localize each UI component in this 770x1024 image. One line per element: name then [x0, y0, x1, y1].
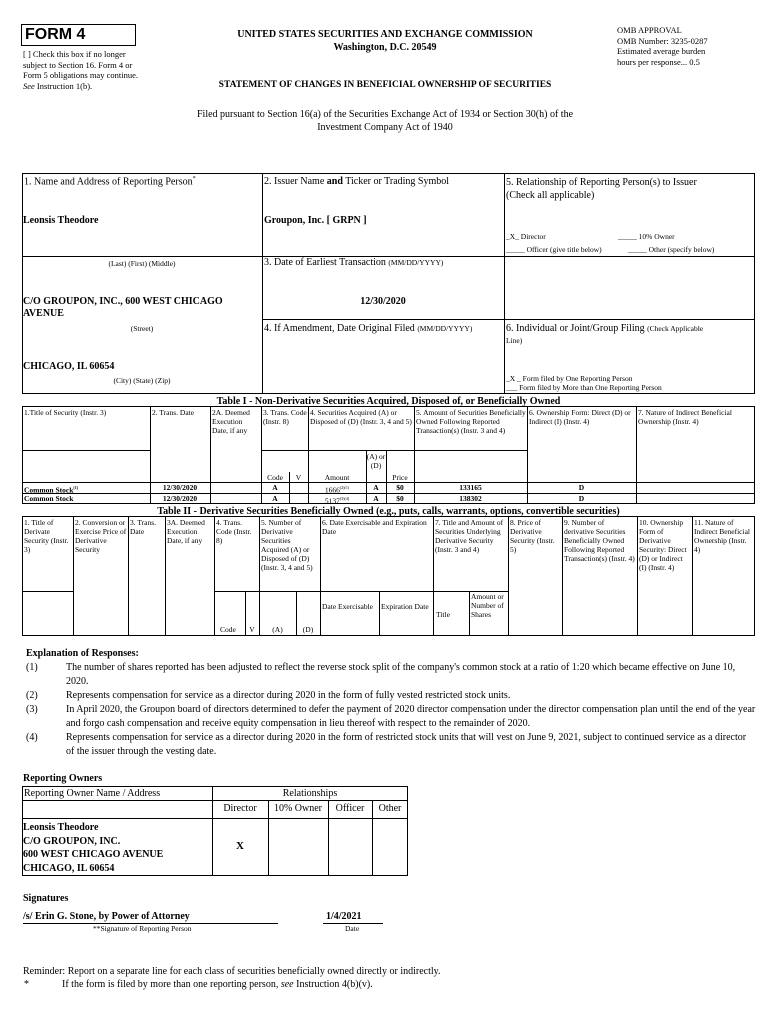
t1-sub-price: Price [392, 473, 408, 482]
signature-caption: **Signature of Reporting Person [93, 924, 192, 933]
t2-h10: 10. Ownership Form of Derivative Security: Direct (D) or Indirect (I) (Instr. 4) [639, 518, 687, 572]
t2-sub-v: V [249, 625, 255, 634]
officer-check: _____ Officer (give title below) [506, 245, 602, 254]
t2-h3a: 3A. Deemed Execution Date, if any [167, 518, 205, 545]
t2-h1: 1. Title of Derivate Security (Instr. 3) [24, 518, 69, 554]
t2-h9: 9. Number of derivative Securities Beneficially Owned Following Reported Transaction(s) (Instr. 4) [564, 518, 635, 563]
t2-h11: 11. Nature of Indirect Beneficial Ownership (Instr. 4) [694, 518, 751, 554]
form-title: FORM 4 [21, 24, 136, 46]
box5-label: 5. Relationship of Reporting Person(s) to Issuer (Check all applicable) [506, 177, 697, 201]
t1-sub-amount: Amount [324, 473, 350, 482]
footnote-star: * [24, 979, 29, 990]
explanation-item: (4) Represents compensation for service as a director during 2020 in the form of restricted stock units that will vest on June 9, 2021, subject to continued service as a director of the issuer through the vesting date. [26, 732, 747, 757]
t2-h5: 5. Number of Derivative Securities Acquired (A) or Disposed of (D) (Instr. 3, 4 and 5) [261, 518, 313, 572]
t2-h2: 2. Conversion or Exercise Price of Derivative Security [75, 518, 127, 554]
t2-h7: 7. Title and Amount of Securities Underlying Derivative Security (Instr. 3 and 4) [435, 518, 504, 554]
t1-row2-amount: $5137^{(3)(4)}$ [324, 496, 350, 506]
t2-sub-amount: Amount or Number of Shares [471, 592, 504, 619]
t1-row2-aord: A [373, 494, 379, 503]
box3-label: 3. Date of Earliest Transaction (MM/DD/YYYY) [264, 257, 444, 268]
box2-label: 2. Issuer Name and Ticker or Trading Symbol [264, 176, 450, 187]
owners-col-name: Reporting Owner Name / Address [24, 788, 161, 799]
owners-col-relationships: Relationships [282, 788, 338, 799]
t1-h5: 5. Amount of Securities Beneficially Owned Following Reported Transaction(s) (Instr. 3 and 4) [416, 408, 526, 435]
t1-row2-security: Common Stock [24, 494, 74, 503]
multiple-reporting-persons-check: ___ Form filed by More than One Reporting Person [506, 383, 662, 392]
t1-row1-code: A [272, 483, 278, 492]
box1-label: 1. Name and Address of Reporting Person* [24, 176, 196, 188]
t1-row1-amount: $1666^{(2)(1)}$ [324, 485, 350, 495]
t1-row2-owned: 138302 [459, 494, 482, 503]
one-reporting-person-check: _X _ Form filed by One Reporting Person [506, 374, 633, 383]
footnote-text: If the form is filed by more than one reporting person, see Instruction 4(b)(v). [62, 979, 373, 990]
owner-director-mark: X [236, 840, 244, 852]
t1-row2-price: $0 [396, 494, 404, 503]
explanation-list [26, 661, 756, 759]
t2-sub-code: Code [220, 625, 236, 634]
box4-label: 4. If Amendment, Date Original Filed (MM/DD/YYYY) [264, 323, 473, 334]
table2-title: Table II - Derivative Securities Beneficially Owned (e.g., puts, calls, warrants, options, convertible securities) [157, 506, 620, 517]
t2-sub-a: (A) [272, 625, 283, 634]
date-caption: Date [345, 924, 360, 933]
reporting-person-street: C/O GROUPON, INC., 600 WEST CHICAGO AVENUE [23, 296, 223, 319]
t1-sub-aord: (A) or (D) [366, 452, 386, 470]
signatures-heading: Signatures [23, 893, 69, 904]
explanation-heading: Explanation of Responses: [26, 648, 139, 659]
owners-col-director: Director [223, 803, 257, 814]
t1-h6: 6. Ownership Form: Direct (D) or Indirect (I) (Instr. 4) [529, 408, 631, 426]
t1-h2a: 2A. Deemed Execution Date, if any [212, 408, 250, 435]
t1-row2-date: 12/30/2020 [162, 494, 198, 503]
explanation-item: (1) The number of shares reported has been adjusted to reflect the reverse stock split of the company's common stock at a ratio of 1:20 which became effective on June 10, 2020. [26, 662, 736, 687]
reminder-text: Reminder: Report on a separate line for each class of securities beneficially owned directly or indirectly. [23, 966, 441, 977]
t2-h8: 8. Price of Derivative Security (Instr. 5) [510, 518, 555, 554]
t1-row1-owned: 133165 [459, 483, 482, 492]
owners-col-ten-percent: 10% Owner [273, 803, 323, 814]
filed-pursuant: Filed pursuant to Section 16(a) of the Securities Exchange Act of 1934 or Section 30(h) of the Investment Company Act of 1940 [196, 109, 574, 133]
t2-sub-expiration: Expiration Date [381, 602, 429, 611]
t2-h3: 3. Trans. Date [130, 518, 157, 536]
signature-date: 1/4/2021 [326, 911, 362, 922]
t1-sub-v: V [295, 473, 302, 482]
t1-sub-code: Code [267, 473, 283, 482]
t1-row2-form: D [578, 494, 585, 503]
earliest-transaction-date: 12/30/2020 [360, 296, 406, 307]
director-check: _X_ Director [506, 232, 546, 241]
omb-approval: OMB APPROVAL OMB Number: 3235-0287 Estimated average burden hours per response... 0.5 [617, 25, 708, 67]
t2-h6: 6. Date Exercisable and Expiration Date [322, 518, 427, 536]
name-caption: (Last) (First) (Middle) [108, 259, 176, 268]
agency-title: UNITED STATES SECURITIES AND EXCHANGE COMMISSION [237, 29, 533, 40]
agency-city: Washington, D.C. 20549 [333, 42, 437, 53]
street-caption: (Street) [130, 324, 154, 333]
owner-address: Leonsis Theodore C/O GROUPON, INC. 600 WEST CHICAGO AVENUE CHICAGO, IL 60654 [23, 822, 164, 874]
t1-row1-form: D [578, 483, 585, 492]
explanation-item: (3) In April 2020, the Groupon board of directors determined to defer the payment of 2020 director compensation under the director compensation plan until the end of the year and forgo cash compensation and receive equity compensation in lieu thereof with respect to the remainder of 2020. [26, 704, 756, 729]
t1-h4: 4. Securities Acquired (A) or Disposed of (D) (Instr. 3, 4 and 5) [310, 408, 412, 426]
issuer-name: Groupon, Inc. [ GRPN ] [264, 215, 367, 226]
t1-h7: 7. Nature of Indirect Beneficial Ownership (Instr. 4) [638, 408, 732, 426]
check-box-note: [ ] Check this box if no longer subject to Section 16. Form 4 or Form 5 obligations may continue. See Instruction 1(b). [23, 49, 138, 91]
reporting-person-name: Leonsis Theodore [23, 215, 99, 226]
owners-col-other: Other [378, 803, 402, 814]
ten-percent-check: _____ 10% Owner [618, 232, 675, 241]
reporting-person-city: CHICAGO, IL 60654 [23, 361, 115, 372]
t2-sub-date-exercisable: Date Exercisable [322, 602, 374, 611]
t1-row1-date: 12/30/2020 [162, 483, 198, 492]
t2-sub-title: Title [436, 610, 450, 619]
t1-h1: 1.Title of Security (Instr. 3) [24, 408, 107, 417]
t1-row1-aord: A [373, 483, 379, 492]
statement-title: STATEMENT OF CHANGES IN BENEFICIAL OWNERSHIP OF SECURITIES [218, 80, 552, 90]
reporting-owners-heading: Reporting Owners [23, 773, 103, 784]
table1-title: Table I - Non-Derivative Securities Acquired, Disposed of, or Beneficially Owned [216, 396, 561, 407]
t2-h4: 4. Trans. Code (Instr. 8) [216, 518, 252, 545]
signer-name: /s/ Erin G. Stone, by Power of Attorney [23, 911, 190, 922]
t1-h3: 3. Trans. Code (Instr. 8) [263, 408, 307, 426]
explanation-item: (2) Represents compensation for service as a director during 2020 in the form of fully vested restricted stock units. [26, 690, 511, 701]
t1-row1-security: Common Stock$^{(1)}$ [24, 485, 79, 495]
box6-label: 6. Individual or Joint/Group Filing (Check Applicable Line) [506, 323, 704, 345]
t1-row1-price: $0 [396, 483, 404, 492]
top-section-frame [22, 173, 755, 394]
other-check: _____ Other (specify below) [628, 245, 715, 254]
t2-sub-d: (D) [302, 625, 314, 634]
owners-col-officer: Officer [335, 803, 365, 814]
t1-row2-code: A [272, 494, 278, 503]
city-caption: (City) (State) (Zip) [113, 376, 171, 385]
t1-h2: 2. Trans. Date [152, 408, 195, 417]
